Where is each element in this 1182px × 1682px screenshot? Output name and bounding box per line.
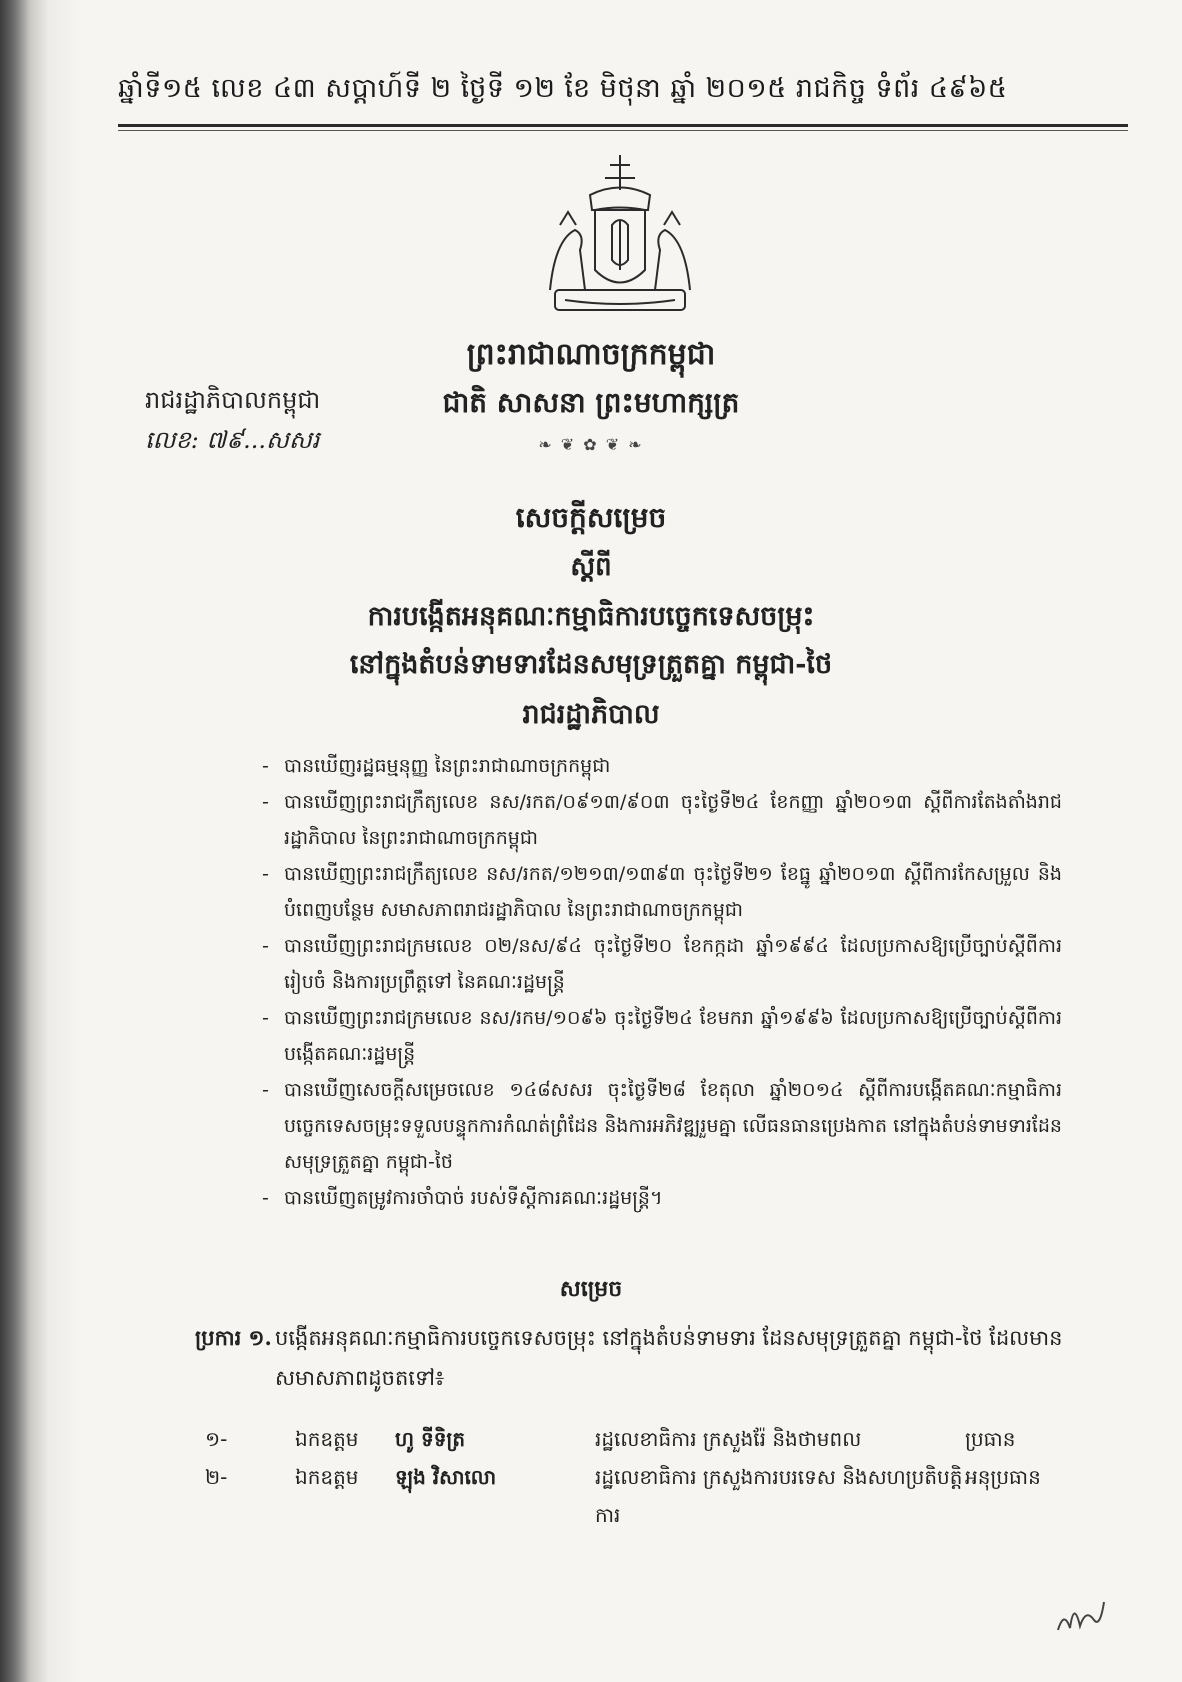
clause-item: - បានឃើញតម្រូវការចាំបាច់ របស់ទីស្តីការគណៈរដ្ឋមន្ត្រី។ xyxy=(262,1187,663,1209)
national-motto: ជាតិ សាសនា ព្រះមហាក្សត្រ xyxy=(442,386,740,419)
subject-line-1: ការបង្កើតអនុគណៈកម្មាធិការបច្ចេកទេសចម្រុះ xyxy=(367,601,815,632)
subject-line-2: នៅក្នុងតំបន់ទាមទារដែនសមុទ្រត្រួតគ្នា កម្ពុជា-ថៃ xyxy=(349,649,833,680)
clause-item: - បានឃើញរដ្ឋធម្មនុញ្ញ នៃព្រះរាជាណាចក្រកម្ពុជា xyxy=(262,755,611,777)
gazette-header: ឆ្នាំទី១៥ លេខ ៤៣ សប្តាហ៍ទី ២ ថ្ងៃទី ១២ ខែ មិថុនា ឆ្នាំ ២០១៥ រាជកិច្ច ទំព័រ ៤៩៦៥ xyxy=(118,73,1008,104)
government-label: រាជរដ្ឋាភិបាលកម្ពុជា xyxy=(145,386,321,414)
handwritten-initials-icon xyxy=(1050,1590,1110,1640)
kingdom-name: ព្រះរាជាណាចក្រកម្ពុជា xyxy=(466,337,716,372)
article-1 xyxy=(195,1318,1065,1398)
decision-heading: សេចក្តីសម្រេច xyxy=(515,501,667,534)
list-item: ១- ឯកឧត្តម ហូ ទីទិត្រ រដ្ឋលេខាធិការ ក្រសួងរ៉ែ និងថាមពល ប្រធាន xyxy=(205,1427,1016,1451)
document-number: លេខ: ៧៩...សសរ xyxy=(145,426,320,454)
royal-coat-of-arms-icon xyxy=(530,150,710,325)
header-rule-thin xyxy=(118,130,1128,131)
header-rule xyxy=(118,124,1128,127)
decided-heading: សម្រេច xyxy=(559,1276,623,1302)
clause-item: - បានឃើញព្រះរាជក្រឹត្យលេខ នស/រកត/១២១៣/១៣៩៣ ចុះថ្ងៃទី២១ ខែធ្នូ ឆ្នាំ២០១៣ ស្តីពីការកែសម្រួល និងបំពេញបន្ថែម សមាសភាពរាជរដ្ឋាភិបាល នៃព្រះរាជាណាចក្រកម្ពុជា xyxy=(262,863,1062,921)
members-list xyxy=(205,1420,1065,1534)
article-text: បង្កើតអនុគណៈកម្មាធិការបច្ចេកទេសចម្រុះ នៅក្នុងតំបន់ទាមទារ ដែនសមុទ្រត្រួតគ្នា កម្ពុជា-ថៃ ដែលមានសមាសភាពដូចតទៅ៖ xyxy=(275,1326,1063,1390)
preamble-clauses xyxy=(262,748,1062,1216)
list-item: ២- ឯកឧត្តម ឡុង វិសាលោ រដ្ឋលេខាធិការ ក្រសួងការបរទេស និងសហប្រតិបត្តិការ អនុប្រធាន xyxy=(205,1465,1041,1527)
clause-item: - បានឃើញព្រះរាជក្រឹត្យលេខ នស/រកត/០៩១៣/៩០៣ ចុះថ្ងៃទី២៤ ខែកញ្ញា ឆ្នាំ២០១៣ ស្តីពីការតែងតាំងរាជរដ្ឋាភិបាល នៃព្រះរាជាណាចក្រកម្ពុជា xyxy=(262,791,1062,849)
clause-item: - បានឃើញសេចក្តីសម្រេចលេខ ១៤៨សសរ ចុះថ្ងៃទី២៨ ខែតុលា ឆ្នាំ២០១៤ ស្តីពីការបង្កើតគណៈកម្មាធិការបច្ចេកទេសចម្រុះទទួលបន្ទុកការកំណត់ព្រំដែន និងការអភិវឌ្ឍរួមគ្នា លើធនធានប្រេងកាត នៅក្នុងតំបន់ទាមទារដែនសមុទ្រត្រួតគ្នា កម្ពុជា-ថៃ xyxy=(262,1079,1062,1173)
clause-item: - បានឃើញព្រះរាជក្រមលេខ នស/រកម/១០៩៦ ចុះថ្ងៃទី២៤ ខែមករា ឆ្នាំ១៩៩៦ ដែលប្រកាសឱ្យប្រើច្បាប់ស្តីពីការបង្កើតគណៈរដ្ឋមន្ត្រី xyxy=(262,1007,1062,1065)
article-label: ប្រការ ១. xyxy=(195,1325,272,1350)
about-heading: ស្តីពី xyxy=(570,552,612,582)
clause-item: - បានឃើញព្រះរាជក្រមលេខ ០២/នស/៩៤ ចុះថ្ងៃទី២០ ខែកក្កដា ឆ្នាំ១៩៩៤ ដែលប្រកាសឱ្យប្រើច្បាប់ស្តីពីការរៀបចំ និងការប្រព្រឹត្តទៅ នៃគណៈរដ្ឋមន្ត្រី xyxy=(262,935,1062,993)
issuer-heading: រាជរដ្ឋាភិបាល xyxy=(522,699,660,730)
ornament-divider: ❧ ❦ ✿ ❦ ❧ xyxy=(538,435,644,454)
